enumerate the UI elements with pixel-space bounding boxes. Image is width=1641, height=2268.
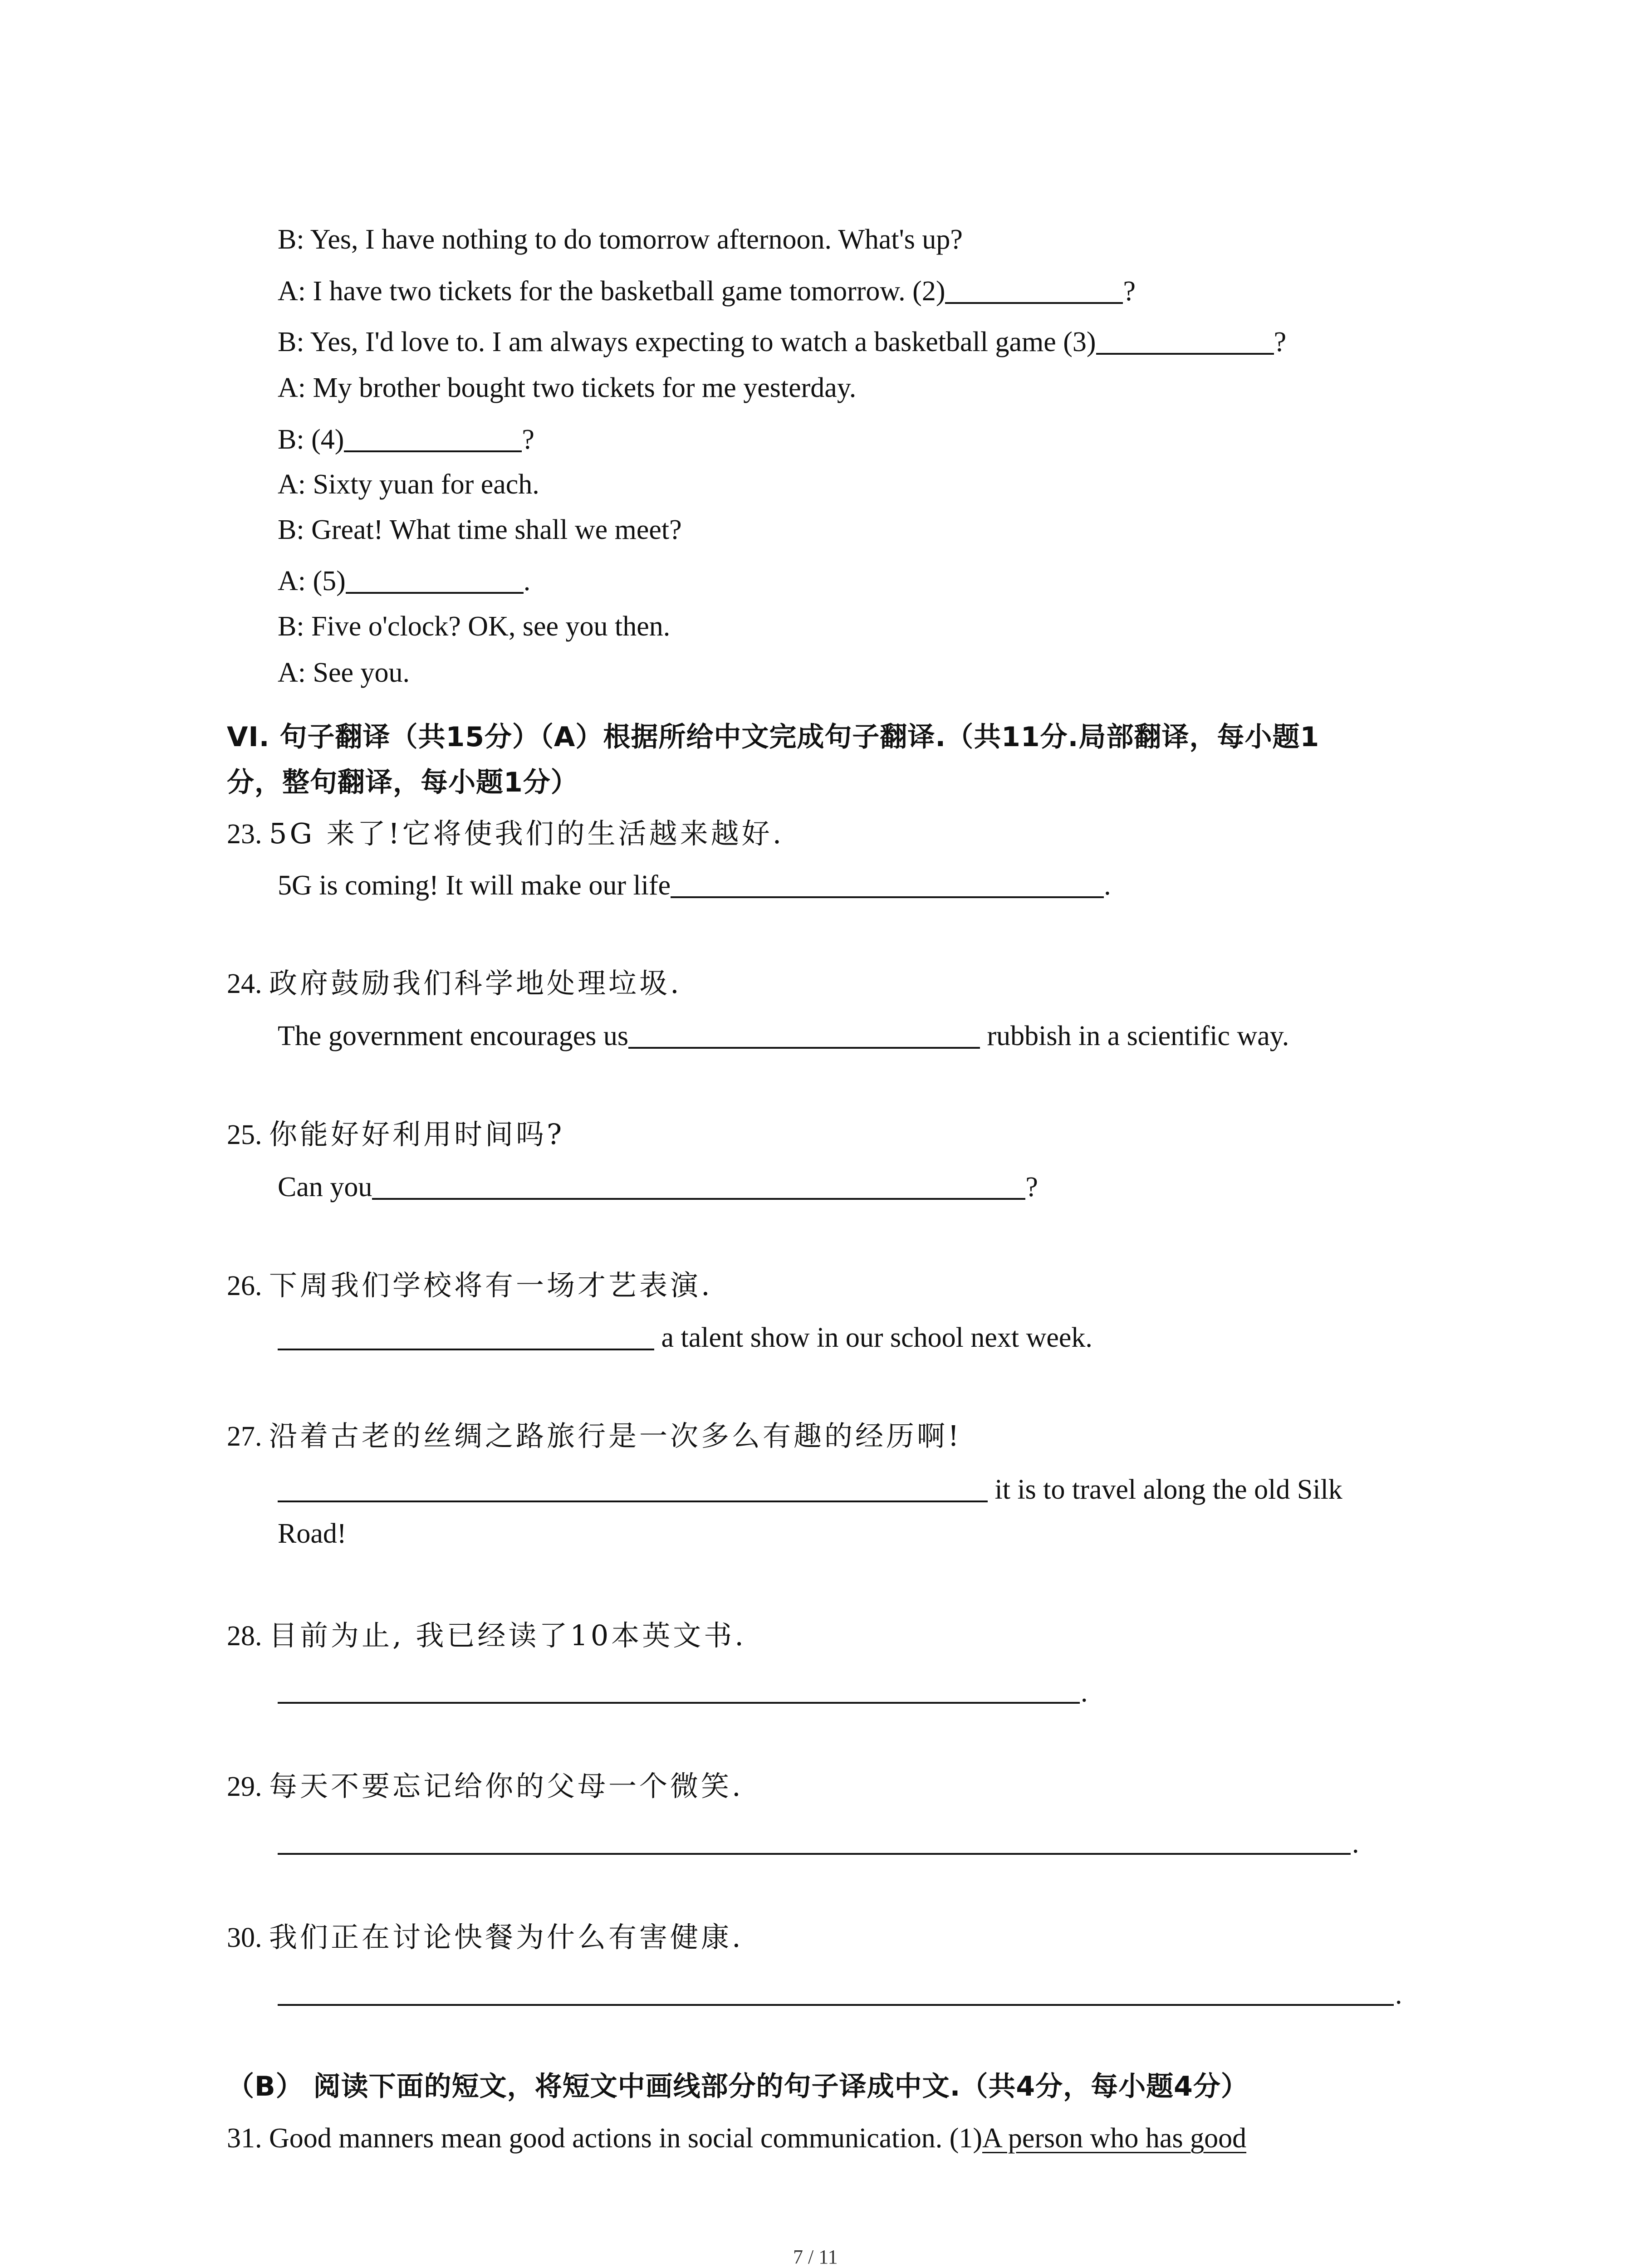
sentence-end: ? bbox=[1025, 1172, 1038, 1202]
chinese-sentence: 每天不要忘记给你的父母一个微笑. bbox=[269, 1769, 744, 1803]
dialogue-line-6 bbox=[278, 470, 539, 499]
question-28-end: . bbox=[1081, 1677, 1088, 1708]
sentence-end: it is to travel along the old Silk bbox=[988, 1474, 1342, 1505]
dialogue-line-8 bbox=[278, 566, 530, 595]
answer-blank-23[interactable] bbox=[671, 870, 1104, 898]
answer-blank-27[interactable] bbox=[278, 1474, 988, 1502]
question-number: 23. bbox=[227, 819, 262, 850]
question-29-prompt bbox=[227, 1769, 744, 1803]
line-end: ? bbox=[1123, 276, 1136, 307]
answer-line-28[interactable] bbox=[278, 1702, 1080, 1704]
question-27-answer bbox=[278, 1474, 1342, 1504]
dialogue-text: Sixty yuan for each. bbox=[313, 469, 539, 500]
dialogue-text: Yes, I have nothing to do tomorrow afternoon. What's up? bbox=[310, 224, 963, 255]
answer-blank-25[interactable] bbox=[372, 1172, 1025, 1200]
chinese-sentence: 5G 来了!它将使我们的生活越来越好. bbox=[269, 817, 784, 850]
question-25-answer bbox=[278, 1172, 1038, 1201]
chinese-sentence: 政府鼓励我们科学地处理垃圾. bbox=[269, 967, 682, 1000]
question-number: 31. bbox=[227, 2123, 262, 2154]
dialogue-line-10 bbox=[278, 659, 410, 687]
speaker: B: bbox=[278, 327, 304, 357]
dialogue-line-9 bbox=[278, 612, 670, 640]
dialogue-text: I have two tickets for the basketball game tomorrow. (2) bbox=[313, 276, 945, 307]
speaker: A: bbox=[278, 276, 306, 307]
answer-blank-2[interactable] bbox=[945, 276, 1123, 304]
question-24-prompt bbox=[227, 969, 682, 998]
section-6-heading-line-2: 分，整句翻译，每小题1分） bbox=[227, 767, 578, 798]
question-28-prompt bbox=[227, 1619, 747, 1652]
answer-blank-26[interactable] bbox=[278, 1322, 654, 1350]
speaker: A: bbox=[278, 372, 306, 403]
question-30-end: . bbox=[1395, 1979, 1402, 2010]
underlined-sentence: A person who has good bbox=[982, 2123, 1247, 2154]
dialogue-text: My brother bought two tickets for me yesterday. bbox=[313, 372, 857, 403]
sentence-end: a talent show in our school next week. bbox=[654, 1322, 1092, 1353]
page-number: 7 / 11 bbox=[793, 2246, 838, 2268]
question-27-prompt bbox=[227, 1419, 962, 1452]
passage-text: Good manners mean good actions in social communication. (1) bbox=[269, 2123, 983, 2154]
question-26-prompt bbox=[227, 1271, 713, 1300]
question-27-continuation: Road! bbox=[278, 1518, 347, 1549]
dialogue-line-4 bbox=[278, 374, 856, 402]
dialogue-text: Five o'clock? OK, see you then. bbox=[311, 611, 671, 642]
speaker: B: bbox=[278, 224, 304, 255]
dialogue-line-5 bbox=[278, 424, 534, 454]
dialogue-text: Yes, I'd love to. I am always expecting to watch a basketball game (3) bbox=[310, 327, 1096, 357]
question-24-answer bbox=[278, 1021, 1289, 1050]
dialogue-text: See you. bbox=[313, 657, 410, 688]
chinese-sentence: 你能好好利用时间吗? bbox=[269, 1118, 565, 1151]
question-number: 29. bbox=[227, 1771, 262, 1802]
chinese-sentence: 下周我们学校将有一场才艺表演. bbox=[269, 1269, 713, 1302]
question-29-end: . bbox=[1352, 1828, 1359, 1859]
line-end: . bbox=[523, 566, 531, 596]
chinese-sentence: 我们正在讨论快餐为什么有害健康. bbox=[269, 1921, 744, 1954]
sentence-end: . bbox=[1104, 870, 1111, 901]
dialogue-line-7 bbox=[278, 516, 682, 544]
question-number: 26. bbox=[227, 1271, 262, 1301]
answer-blank-3[interactable] bbox=[1096, 327, 1274, 355]
dialogue-text: (4) bbox=[311, 424, 344, 455]
speaker: A: bbox=[278, 657, 306, 688]
sentence-start: 5G is coming! It will make our life bbox=[278, 870, 671, 901]
question-31 bbox=[227, 2124, 1246, 2152]
question-23-prompt bbox=[227, 817, 784, 850]
speaker: B: bbox=[278, 514, 304, 545]
answer-line-30[interactable] bbox=[278, 2004, 1394, 2006]
answer-blank-5[interactable] bbox=[346, 566, 524, 594]
dialogue-line-3 bbox=[278, 327, 1286, 356]
speaker: A: bbox=[278, 566, 306, 596]
chinese-sentence: 沿着古老的丝绸之路旅行是一次多么有趣的经历啊! bbox=[269, 1419, 962, 1452]
chinese-sentence: 目前为止, 我已经读了10本英文书. bbox=[269, 1619, 747, 1652]
answer-line-29[interactable] bbox=[278, 1853, 1351, 1855]
section-b-heading: （B） 阅读下面的短文，将短文中画线部分的句子译成中文.（共4分，每小题4分） bbox=[227, 2071, 1249, 2102]
line-end: ? bbox=[522, 424, 534, 455]
sentence-start: The government encourages us bbox=[278, 1021, 629, 1051]
question-23-answer bbox=[278, 870, 1111, 899]
question-25-prompt bbox=[227, 1120, 564, 1149]
question-number: 27. bbox=[227, 1421, 262, 1452]
speaker: B: bbox=[278, 424, 304, 455]
section-6-heading-line-1: VI. 句子翻译（共15分）（A）根据所给中文完成句子翻译.（共11分.局部翻译，每小题1 bbox=[227, 721, 1320, 753]
dialogue-line-1 bbox=[278, 225, 963, 254]
question-number: 28. bbox=[227, 1621, 262, 1652]
answer-blank-4[interactable] bbox=[344, 424, 522, 452]
dialogue-line-2 bbox=[278, 276, 1136, 305]
sentence-end: rubbish in a scientific way. bbox=[980, 1021, 1289, 1051]
question-26-answer bbox=[278, 1322, 1092, 1352]
dialogue-text: (5) bbox=[313, 566, 346, 596]
question-number: 24. bbox=[227, 968, 262, 999]
question-number: 25. bbox=[227, 1119, 262, 1150]
speaker: B: bbox=[278, 611, 304, 642]
line-end: ? bbox=[1274, 327, 1287, 357]
question-30-prompt bbox=[227, 1923, 744, 1952]
question-number: 30. bbox=[227, 1922, 262, 1953]
dialogue-text: Great! What time shall we meet? bbox=[311, 514, 682, 545]
sentence-start: Can you bbox=[278, 1172, 372, 1202]
answer-blank-24[interactable] bbox=[628, 1021, 980, 1049]
speaker: A: bbox=[278, 469, 306, 500]
